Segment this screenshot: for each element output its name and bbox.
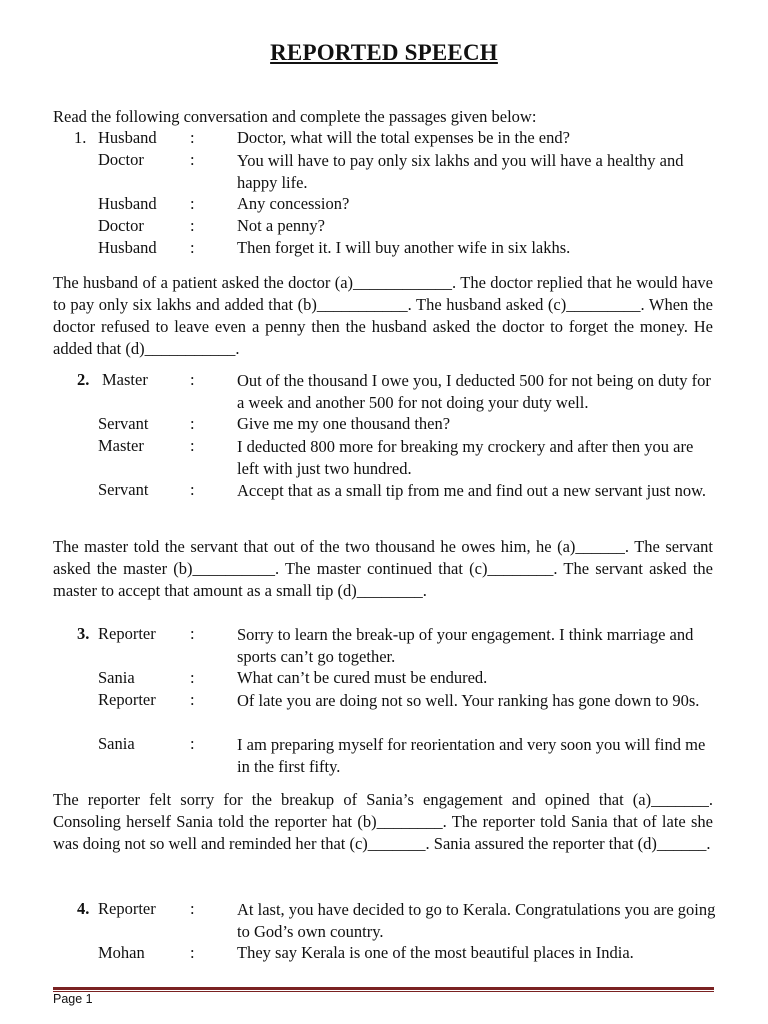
dialog-text: Then forget it. I will buy another wife in six lakhs. <box>237 238 571 257</box>
speaker: Servant <box>98 480 149 499</box>
colon: : <box>190 899 195 918</box>
colon: : <box>190 668 195 687</box>
question-number: 2. <box>77 370 90 389</box>
footer-rule <box>53 987 714 990</box>
colon: : <box>190 734 195 753</box>
dialog-text: You will have to pay only six lakhs and you will have a healthy and happy life. <box>237 151 684 192</box>
speaker: Master <box>98 436 144 455</box>
speaker: Husband <box>98 194 157 213</box>
dialog-text: Any concession? <box>237 194 350 213</box>
question-number: 1. <box>74 128 87 147</box>
dialog-text: Accept that as a small tip from me and find out a new servant just now. <box>237 481 707 500</box>
footer-rule-thin <box>53 991 714 992</box>
passage-1: The husband of a patient asked the doctor (a)____________. The doctor replied that he would have to pay only six lakhs and added that (b)___________. The husband asked (c)_________. When the doctor refused to leave even a penny then the husband asked the doctor to forget the money. He added that (d)___________. <box>53 273 713 358</box>
dialog-text: Out of the thousand I owe you, I deducted 500 for not being on duty for a week and another 500 for not doing your duty well. <box>237 371 711 412</box>
dialog-text: I am preparing myself for reorientation and very soon you will find me in the first fifty. <box>237 735 706 776</box>
colon: : <box>190 370 195 389</box>
instructions: Read the following conversation and complete the passages given below: <box>53 107 537 126</box>
colon: : <box>190 480 195 499</box>
passage-3: The reporter felt sorry for the breakup of Sania’s engagement and opined that (a)_______. Consoling herself Sania told the reporter hat (b)________. The reporter told Sania that of late she was doing not so well and reminded her that (c)_______. Sania assured the reporter that (d)______. <box>53 790 713 853</box>
speaker: Sania <box>98 734 135 753</box>
dialog-text: Not a penny? <box>237 216 325 235</box>
dialog-text: What can’t be cured must be endured. <box>237 668 488 687</box>
question-number: 3. <box>77 624 90 643</box>
speaker: Reporter <box>98 690 156 709</box>
speaker: Husband <box>98 128 157 147</box>
page-number: Page 1 <box>53 992 93 1006</box>
colon: : <box>190 194 195 213</box>
speaker: Mohan <box>98 943 145 962</box>
speaker: Reporter <box>98 899 156 918</box>
dialog-text: They say Kerala is one of the most beautiful places in India. <box>237 943 634 962</box>
speaker: Reporter <box>98 624 156 643</box>
colon: : <box>190 690 195 709</box>
dialog-1 <box>0 128 768 260</box>
speaker: Doctor <box>98 150 144 169</box>
dialog-text: I deducted 800 more for breaking my crockery and after then you are left with just two hundred. <box>237 437 694 478</box>
speaker: Master <box>102 370 148 389</box>
colon: : <box>190 216 195 235</box>
dialog-text: At last, you have decided to go to Kerala. Congratulations you are going to God’s own country. <box>237 900 716 941</box>
colon: : <box>190 624 195 643</box>
colon: : <box>190 943 195 962</box>
speaker: Sania <box>98 668 135 687</box>
page-title: REPORTED SPEECH <box>270 40 498 65</box>
colon: : <box>190 128 195 147</box>
colon: : <box>190 150 195 169</box>
passage-2: The master told the servant that out of the two thousand he owes him, he (a)______. The servant asked the master (b)__________. The master continued that (c)________. The servant asked the master to accept that amount as a small tip (d)________. <box>53 537 713 600</box>
colon: : <box>190 436 195 455</box>
dialog-2 <box>0 370 768 524</box>
dialog-text: Sorry to learn the break-up of your engagement. I think marriage and sports can’t go together. <box>237 625 694 666</box>
dialog-text: Of late you are doing not so well. Your ranking has gone down to 90s. <box>237 691 700 710</box>
question-number: 4. <box>77 899 90 918</box>
speaker: Husband <box>98 238 157 257</box>
dialog-4 <box>0 899 768 965</box>
dialog-3 <box>0 624 768 778</box>
speaker: Doctor <box>98 216 144 235</box>
dialog-text: Give me my one thousand then? <box>237 414 451 433</box>
dialog-text: Doctor, what will the total expenses be in the end? <box>237 128 570 147</box>
speaker: Servant <box>98 414 149 433</box>
colon: : <box>190 414 195 433</box>
colon: : <box>190 238 195 257</box>
